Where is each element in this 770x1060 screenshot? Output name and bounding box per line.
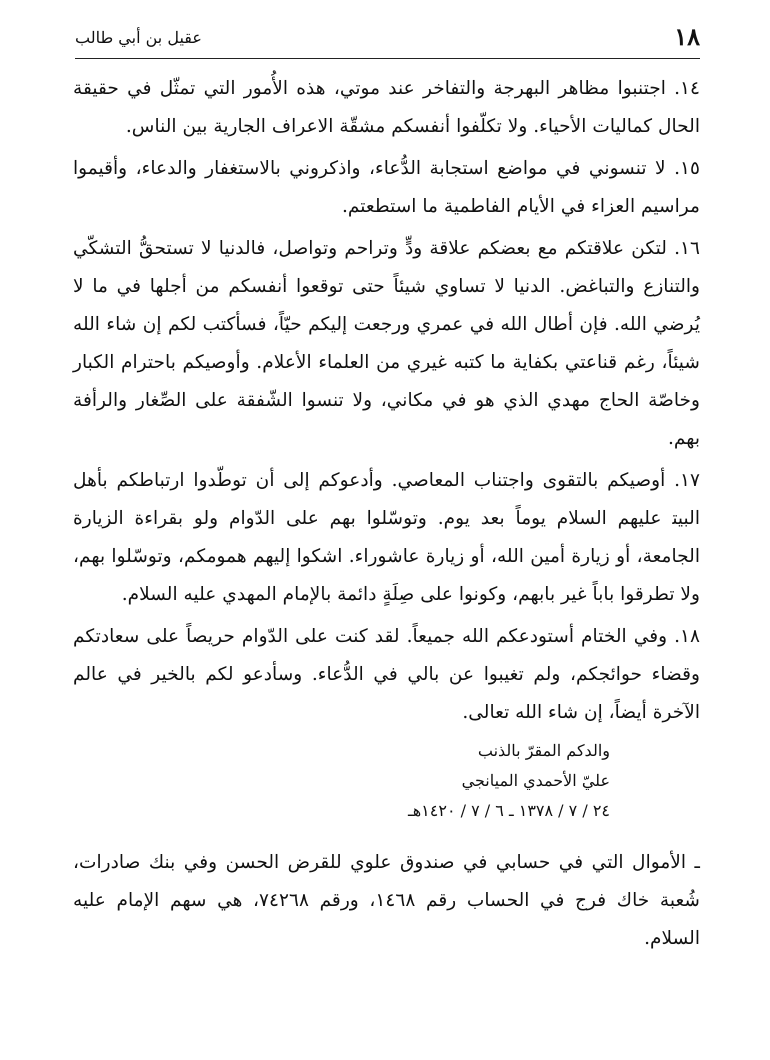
paragraph-17: ١٧. أوصيكم بالتقوى واجتناب المعاصي. وأدعوكم إلى أن توطّدوا ارتباطكم بأهل البيت‍ عليهم السلام يوماً بعد يوم. وتوسّلوا بهم على الدّوام ولو بقراءة الزيارة الجامعة، أو زيارة أمين الله، أو زيارة عاشوراء. اشكوا إليهم همومكم، وتوسّلوا بهم، ولا تطرقوا باباً غير بابهم، وكونوا على صِلَةٍ دائمة بالإمام المهدي عليه السلام. bbox=[73, 470, 700, 605]
page-body bbox=[73, 70, 700, 977]
signature-name: عليّ الأحمدي الميانجي bbox=[461, 771, 610, 790]
signature-date: ٢٤ / ٧ / ١٣٧٨ ـ ٦ / ٧ / ١٤٢٠هـ bbox=[408, 801, 610, 820]
page-header bbox=[75, 14, 700, 64]
signature-block bbox=[73, 736, 610, 826]
page-number: ١٨ bbox=[674, 22, 700, 51]
header-rule bbox=[75, 58, 700, 59]
paragraph-15: ١٥. لا تنسوني في مواضع استجابة الدُّعاء، واذكروني بالاستغفار والدعاء، وأقيموا مراسيم العزاء في الأيام الفاطمية ما استطعتم. bbox=[73, 158, 700, 217]
paragraph-18: ١٨. وفي الختام أستودعكم الله جميعاً. لقد كنت على الدّوام حريصاً على سعادتكم وقضاء حوائجكم، ولم تغيبوا عن بالي في الدُّعاء. وسأدعو لكم بالخير في عالم الآخرة أيضاً، إن شاء الله تعالى. bbox=[73, 626, 700, 723]
footnote-text: ـ الأموال التي في حسابي في صندوق علوي للقرض الحسن وفي بنك صادرات، شُعبة خاك فرج في الحساب رقم ١٤٦٨، ورقم ٧٤٢٦٨، هي سهم الإمام عليه السلام. bbox=[73, 852, 700, 949]
signature-line-1: والدكم المقرّ بالذنب bbox=[477, 741, 610, 760]
paragraph-14: ١٤. اجتنبوا مظاهر البهرجة والتفاخر عند موتي، هذه الأُمور التي تمثّل في حقيقة الحال كماليات الأحياء. ولا تكلّفوا أنفسكم مشقّة الاعراف الجارية بين الناس. bbox=[73, 78, 700, 137]
running-title: عقيل بن أبي طالب bbox=[75, 28, 202, 47]
paragraph-16: ١٦. لتكن علاقتكم مع بعضكم علاقة ودٍّ وتراحم وتواصل، فالدنيا لا تستحقُّ التشكّي والتنازع والتباغض. الدنيا لا تساوي شيئاً حتى توقعوا أنفسكم من أجلها في ما لا يُرضي الله. فإن أطال الله في عمري ورجعت إليكم حيّاً، فسأكتب لكم إن شاء الله شيئاً، رغم قناعتي بكفاية ما كتبه غيري من العلماء الأعلام. وأوصيكم باحترام الكبار وخاصّة الحاج مهدي الذي هو في مكاني، ولا تنسوا الشّفقة على الصِّغار والرأفة بهم. bbox=[73, 238, 700, 449]
